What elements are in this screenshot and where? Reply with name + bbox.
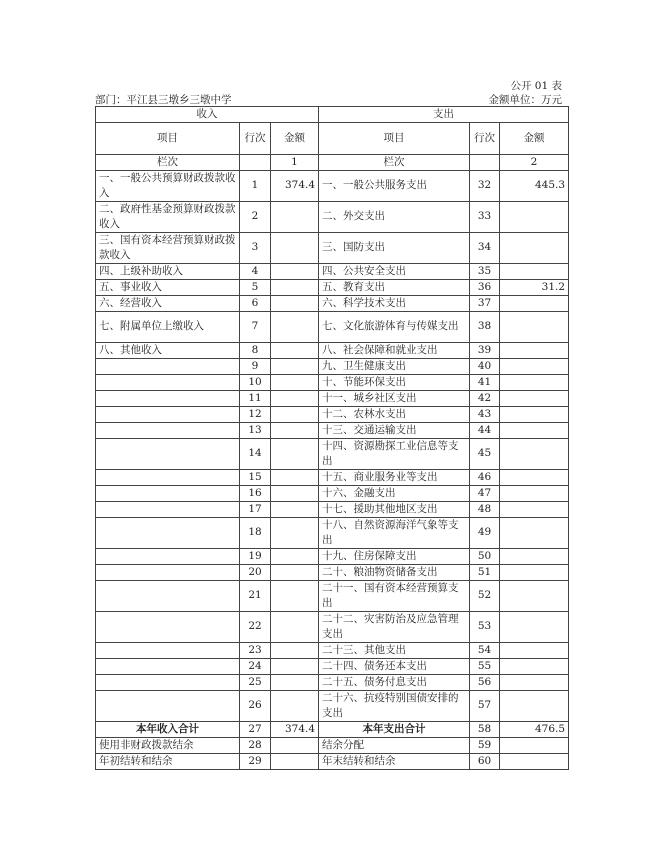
income-amount bbox=[271, 390, 319, 406]
table-row bbox=[96, 658, 569, 674]
income-line: 2 bbox=[240, 201, 271, 232]
income-item bbox=[96, 501, 240, 517]
expense-amount bbox=[500, 422, 569, 438]
income-item bbox=[96, 611, 240, 642]
expense-line: 53 bbox=[470, 611, 500, 642]
expense-line: 58 bbox=[470, 721, 500, 737]
expense-item: 四、公共安全支出 bbox=[319, 263, 470, 279]
income-line: 21 bbox=[240, 580, 271, 611]
expense-item: 五、教育支出 bbox=[319, 279, 470, 295]
income-item bbox=[96, 580, 240, 611]
income-line: 15 bbox=[240, 469, 271, 485]
expense-line: 55 bbox=[470, 658, 500, 674]
income-item bbox=[96, 485, 240, 501]
expense-line: 56 bbox=[470, 674, 500, 690]
income-item bbox=[96, 548, 240, 564]
income-line: 19 bbox=[240, 548, 271, 564]
expense-amount: 476.5 bbox=[500, 721, 569, 737]
expense-section-header: 支出 bbox=[319, 107, 569, 123]
table-row bbox=[96, 232, 569, 263]
expense-item: 十九、住房保障支出 bbox=[319, 548, 470, 564]
income-amount-header: 金额 bbox=[271, 122, 319, 154]
table-row bbox=[96, 517, 569, 548]
income-amount bbox=[271, 263, 319, 279]
expense-amount bbox=[500, 642, 569, 658]
table-row bbox=[96, 469, 569, 485]
income-amount bbox=[271, 517, 319, 548]
expense-line: 33 bbox=[470, 201, 500, 232]
expense-item: 二十五、债务付息支出 bbox=[319, 674, 470, 690]
expense-item: 二十三、其他支出 bbox=[319, 642, 470, 658]
income-amount bbox=[271, 564, 319, 580]
table-row bbox=[96, 642, 569, 658]
income-line: 22 bbox=[240, 611, 271, 642]
expense-amount bbox=[500, 232, 569, 263]
table-row bbox=[96, 438, 569, 469]
expense-amount bbox=[500, 611, 569, 642]
income-amount bbox=[271, 658, 319, 674]
income-item bbox=[96, 642, 240, 658]
income-line: 9 bbox=[240, 358, 271, 374]
expense-amount bbox=[500, 564, 569, 580]
income-item-header: 项目 bbox=[96, 122, 240, 154]
expense-amount bbox=[500, 406, 569, 422]
income-item bbox=[96, 674, 240, 690]
income-line: 3 bbox=[240, 232, 271, 263]
expense-item: 三、国防支出 bbox=[319, 232, 470, 263]
table-row bbox=[96, 201, 569, 232]
expense-line: 48 bbox=[470, 501, 500, 517]
income-amount bbox=[271, 279, 319, 295]
income-amount bbox=[271, 201, 319, 232]
expense-item: 二十、粮油物资储备支出 bbox=[319, 564, 470, 580]
expense-line: 59 bbox=[470, 737, 500, 753]
table-row bbox=[96, 674, 569, 690]
income-item bbox=[96, 469, 240, 485]
income-item bbox=[96, 438, 240, 469]
expense-amount bbox=[500, 690, 569, 721]
expense-item: 十三、交通运输支出 bbox=[319, 422, 470, 438]
expense-line: 50 bbox=[470, 548, 500, 564]
expense-amount bbox=[500, 737, 569, 753]
table-row bbox=[96, 279, 569, 295]
table-row bbox=[96, 422, 569, 438]
income-item: 四、上级补助收入 bbox=[96, 263, 240, 279]
income-amount bbox=[271, 438, 319, 469]
expense-index-label: 栏次 bbox=[319, 154, 470, 170]
income-line: 8 bbox=[240, 342, 271, 358]
expense-index-blank bbox=[470, 154, 500, 170]
income-item: 二、政府性基金预算财政拨款收入 bbox=[96, 201, 240, 232]
income-item bbox=[96, 564, 240, 580]
income-line: 4 bbox=[240, 263, 271, 279]
income-line: 11 bbox=[240, 390, 271, 406]
expense-item: 十、节能环保支出 bbox=[319, 374, 470, 390]
form-code: 公开 01 表 bbox=[510, 80, 562, 92]
expense-line: 49 bbox=[470, 517, 500, 548]
expense-item: 九、卫生健康支出 bbox=[319, 358, 470, 374]
expense-item: 十一、城乡社区支出 bbox=[319, 390, 470, 406]
expense-item: 十八、自然资源海洋气象等支出 bbox=[319, 517, 470, 548]
income-line: 27 bbox=[240, 721, 271, 737]
table-row bbox=[96, 390, 569, 406]
expense-amount: 31.2 bbox=[500, 279, 569, 295]
income-item bbox=[96, 422, 240, 438]
income-item bbox=[96, 690, 240, 721]
expense-item: 一、一般公共服务支出 bbox=[319, 170, 470, 201]
expense-item: 二十四、债务还本支出 bbox=[319, 658, 470, 674]
expense-line: 47 bbox=[470, 485, 500, 501]
expense-item-header: 项目 bbox=[319, 122, 470, 154]
expense-line: 38 bbox=[470, 311, 500, 342]
income-amount: 374.4 bbox=[271, 170, 319, 201]
expense-line: 51 bbox=[470, 564, 500, 580]
income-item: 本年收入合计 bbox=[96, 721, 240, 737]
expense-amount bbox=[500, 201, 569, 232]
income-line: 23 bbox=[240, 642, 271, 658]
income-item bbox=[96, 374, 240, 390]
income-item: 年初结转和结余 bbox=[96, 753, 240, 769]
expense-amount-header: 金额 bbox=[500, 122, 569, 154]
income-index-blank bbox=[240, 154, 271, 170]
table-row bbox=[96, 501, 569, 517]
expense-item: 十七、援助其他地区支出 bbox=[319, 501, 470, 517]
expense-item: 二十六、抗疫特别国债安排的支出 bbox=[319, 690, 470, 721]
income-line: 16 bbox=[240, 485, 271, 501]
expense-item: 二十一、国有资本经营预算支出 bbox=[319, 580, 470, 611]
income-line: 28 bbox=[240, 737, 271, 753]
expense-line: 32 bbox=[470, 170, 500, 201]
expense-amount bbox=[500, 358, 569, 374]
expense-index-value: 2 bbox=[500, 154, 569, 170]
table-row bbox=[96, 374, 569, 390]
income-amount bbox=[271, 737, 319, 753]
expense-item: 十二、农林水支出 bbox=[319, 406, 470, 422]
income-item: 七、附属单位上缴收入 bbox=[96, 311, 240, 342]
budget-table bbox=[95, 106, 569, 770]
income-amount bbox=[271, 374, 319, 390]
income-item: 三、国有资本经营预算财政拨款收入 bbox=[96, 232, 240, 263]
income-amount bbox=[271, 485, 319, 501]
income-amount bbox=[271, 580, 319, 611]
expense-amount bbox=[500, 580, 569, 611]
expense-amount bbox=[500, 438, 569, 469]
table-row bbox=[96, 721, 569, 737]
expense-line: 52 bbox=[470, 580, 500, 611]
expense-amount bbox=[500, 753, 569, 769]
income-item bbox=[96, 358, 240, 374]
expense-line: 45 bbox=[470, 438, 500, 469]
income-amount bbox=[271, 469, 319, 485]
income-amount bbox=[271, 422, 319, 438]
expense-amount bbox=[500, 342, 569, 358]
income-item: 一、一般公共预算财政拨款收入 bbox=[96, 170, 240, 201]
expense-amount bbox=[500, 548, 569, 564]
expense-item: 本年支出合计 bbox=[319, 721, 470, 737]
income-item bbox=[96, 658, 240, 674]
expense-amount bbox=[500, 295, 569, 311]
expense-item: 结余分配 bbox=[319, 737, 470, 753]
income-line: 6 bbox=[240, 295, 271, 311]
income-item bbox=[96, 390, 240, 406]
expense-item: 十四、资源勘探工业信息等支出 bbox=[319, 438, 470, 469]
income-line: 17 bbox=[240, 501, 271, 517]
table-row bbox=[96, 564, 569, 580]
expense-amount bbox=[500, 469, 569, 485]
expense-item: 十五、商业服务业等支出 bbox=[319, 469, 470, 485]
expense-amount bbox=[500, 674, 569, 690]
income-line: 25 bbox=[240, 674, 271, 690]
income-amount bbox=[271, 548, 319, 564]
table-row bbox=[96, 170, 569, 201]
expense-line: 40 bbox=[470, 358, 500, 374]
income-section-header: 收入 bbox=[96, 107, 319, 123]
table-row bbox=[96, 753, 569, 769]
expense-line: 36 bbox=[470, 279, 500, 295]
income-line: 12 bbox=[240, 406, 271, 422]
expense-line: 43 bbox=[470, 406, 500, 422]
income-line: 20 bbox=[240, 564, 271, 580]
income-line: 7 bbox=[240, 311, 271, 342]
table-row bbox=[96, 485, 569, 501]
income-line: 5 bbox=[240, 279, 271, 295]
income-item: 六、经营收入 bbox=[96, 295, 240, 311]
expense-item: 年末结转和结余 bbox=[319, 753, 470, 769]
income-amount bbox=[271, 690, 319, 721]
income-item bbox=[96, 406, 240, 422]
income-amount bbox=[271, 753, 319, 769]
income-line: 18 bbox=[240, 517, 271, 548]
expense-item: 二、外交支出 bbox=[319, 201, 470, 232]
expense-amount bbox=[500, 311, 569, 342]
expense-line: 42 bbox=[470, 390, 500, 406]
expense-amount bbox=[500, 485, 569, 501]
expense-amount bbox=[500, 517, 569, 548]
expense-line: 34 bbox=[470, 232, 500, 263]
income-amount bbox=[271, 295, 319, 311]
income-amount bbox=[271, 501, 319, 517]
income-amount bbox=[271, 311, 319, 342]
expense-line: 35 bbox=[470, 263, 500, 279]
expense-line: 46 bbox=[470, 469, 500, 485]
expense-amount: 445.3 bbox=[500, 170, 569, 201]
income-item: 五、事业收入 bbox=[96, 279, 240, 295]
expense-amount bbox=[500, 374, 569, 390]
expense-line: 54 bbox=[470, 642, 500, 658]
income-amount bbox=[271, 642, 319, 658]
expense-item: 八、社会保障和就业支出 bbox=[319, 342, 470, 358]
expense-amount bbox=[500, 501, 569, 517]
expense-amount bbox=[500, 263, 569, 279]
income-line: 14 bbox=[240, 438, 271, 469]
income-item: 使用非财政拨款结余 bbox=[96, 737, 240, 753]
expense-amount bbox=[500, 390, 569, 406]
income-line: 13 bbox=[240, 422, 271, 438]
expense-line-header: 行次 bbox=[470, 122, 500, 154]
expense-line: 41 bbox=[470, 374, 500, 390]
income-amount bbox=[271, 358, 319, 374]
expense-item: 十六、金融支出 bbox=[319, 485, 470, 501]
table-row bbox=[96, 580, 569, 611]
income-item bbox=[96, 517, 240, 548]
table-row bbox=[96, 358, 569, 374]
expense-item: 七、文化旅游体育与传媒支出 bbox=[319, 311, 470, 342]
expense-item: 六、科学技术支出 bbox=[319, 295, 470, 311]
table-row bbox=[96, 690, 569, 721]
income-index-value: 1 bbox=[271, 154, 319, 170]
income-line-header: 行次 bbox=[240, 122, 271, 154]
income-line: 1 bbox=[240, 170, 271, 201]
expense-line: 37 bbox=[470, 295, 500, 311]
expense-line: 39 bbox=[470, 342, 500, 358]
table-row bbox=[96, 548, 569, 564]
table-row bbox=[96, 295, 569, 311]
expense-amount bbox=[500, 658, 569, 674]
table-row bbox=[96, 342, 569, 358]
expense-line: 44 bbox=[470, 422, 500, 438]
income-amount bbox=[271, 232, 319, 263]
unit-label: 金额单位：万元 bbox=[488, 94, 562, 106]
expense-line: 60 bbox=[470, 753, 500, 769]
income-item: 八、其他收入 bbox=[96, 342, 240, 358]
table-row bbox=[96, 263, 569, 279]
income-line: 26 bbox=[240, 690, 271, 721]
income-line: 24 bbox=[240, 658, 271, 674]
table-row bbox=[96, 311, 569, 342]
income-amount bbox=[271, 674, 319, 690]
income-amount bbox=[271, 611, 319, 642]
table-row bbox=[96, 737, 569, 753]
income-index-label: 栏次 bbox=[96, 154, 240, 170]
income-amount bbox=[271, 406, 319, 422]
income-line: 29 bbox=[240, 753, 271, 769]
expense-item: 二十二、灾害防治及应急管理支出 bbox=[319, 611, 470, 642]
income-amount: 374.4 bbox=[271, 721, 319, 737]
table-row bbox=[96, 611, 569, 642]
income-line: 10 bbox=[240, 374, 271, 390]
department-label: 部门：平江县三墩乡三墩中学 bbox=[95, 94, 232, 106]
table-row bbox=[96, 406, 569, 422]
income-amount bbox=[271, 342, 319, 358]
expense-line: 57 bbox=[470, 690, 500, 721]
